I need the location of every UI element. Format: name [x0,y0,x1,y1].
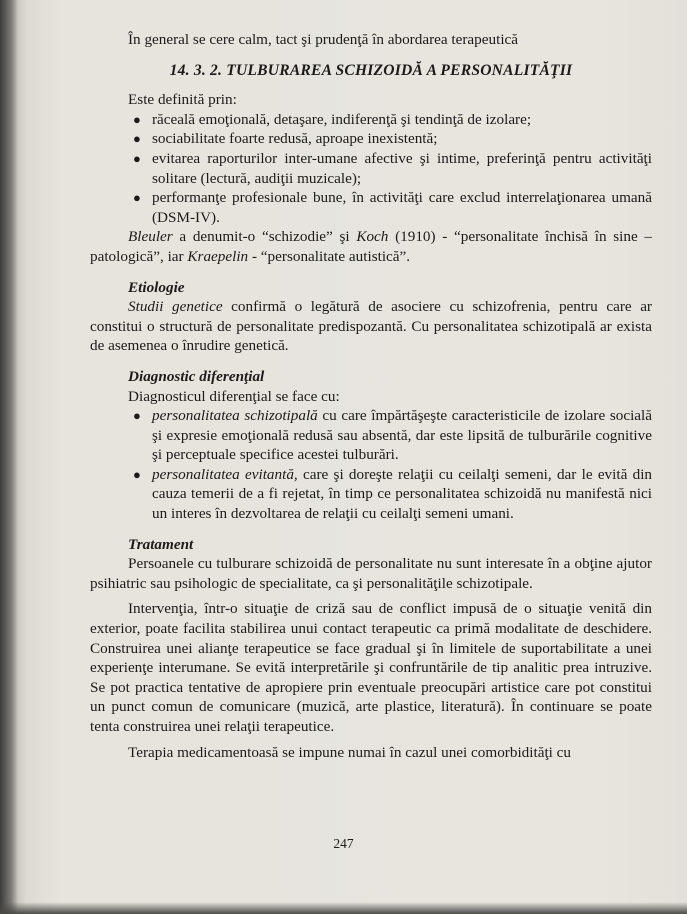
bullet-icon: ● [133,466,141,482]
list-item: ● personalitatea schizotipală cu care împărtăşeşte caracteristicile de izolare socială şi expresie emoţională redusă sau absentă, dar este lipsită de tulburările cognitive şi perceptuale specifice acestei tulburări. [133,407,652,464]
bullet-icon: ● [133,131,141,147]
page-bottom-edge [0,902,687,914]
list-item: ● performanţe profesionale bune, în activităţi care exclud interrelaţionarea umană (DSM-IV). [133,189,652,226]
bullet-icon: ● [133,150,141,166]
definition-lead: Este definită prin: [128,91,237,109]
intro-line: În general se cere calm, tact şi prudenţă în abordarea terapeutică [128,31,519,48]
book-spine-shadow [0,0,18,914]
etiology-paragraph: Studii genetice confirmă o legătură de asociere cu schizofrenia, pentru care ar constitui o structură de personalitate predispozantă. Cu personalitatea schizotipală ar exista de asemenea o înrudire genetică. [90,298,652,355]
list-item: ● evitarea raporturilor inter-umane afective şi intime, preferinţă pentru activităţi solitare (lectură, audiţii muzicale); [133,149,652,187]
treatment-paragraph-1: Persoanele cu tulburare schizoidă de personalitate nu sunt interesate în a obţine ajutor psihiatric sau psihologic de specialitate, ca şi personalităţile schizotipale. [90,555,652,592]
treatment-heading: Tratament [128,535,194,553]
treatment-paragraph-3: Terapia medicamentoasă se impune numai în cazul unei comorbidităţi cu [128,743,572,761]
bleuler-paragraph: Bleuler a denumit-o “schizodie” şi Koch (1910) - “personalitate închisă în sine – patologică”, iar Kraepelin - “personalitate autistică”. [90,228,652,265]
bullet-icon: ● [133,111,141,127]
section-title: 14. 3. 2. TULBURAREA SCHIZOIDĂ A PERSONALITĂŢII [169,61,573,79]
list-item: ● personalitatea evitantă, care şi doreşte relaţii cu ceilalţi semeni, dar le evită din cauza temerii de a fi rejetat, în timp ce personalitatea schizoidă nu manifestă nici un interes în dezvoltarea de relaţii cu ceilalţi semeni umani. [133,465,653,523]
page-number: 247 [333,836,354,851]
etiology-heading: Etiologie [128,278,185,296]
bullet-icon: ● [133,408,141,424]
list-item: ● sociabilitate foarte redusă, aproape inexistentă; [133,130,438,148]
definition-list [90,110,652,228]
page-content [90,30,652,762]
list-item: ● răceală emoţională, detaşare, indiferenţă şi tendinţă de izolare; [133,110,532,128]
bullet-icon: ● [133,190,141,206]
differential-lead: Diagnosticul diferenţial se face cu: [128,387,340,405]
differential-heading: Diagnostic diferenţial [128,367,265,385]
differential-list [90,406,652,524]
treatment-paragraph-2: Intervenţia, într-o situaţie de criză sau de conflict impusă de o situaţie venită din exterior, poate facilita stabilirea unui contact terapeutic ca primă modalitate de deschidere. Construirea unei alianţe terapeutice se face gradual şi în limitele de suportabilitate a unei experienţe interumane. Se evită interpretările şi confruntările de tip analitic prea intruzive. Se pot practica tentative de apropiere prin eventuale preocupări artistice care pot constitui un punct comun de comunicare (muzică, arte plastice, literatură). În continuare se poate tenta construirea unei relaţii terapeutice. [90,600,652,735]
